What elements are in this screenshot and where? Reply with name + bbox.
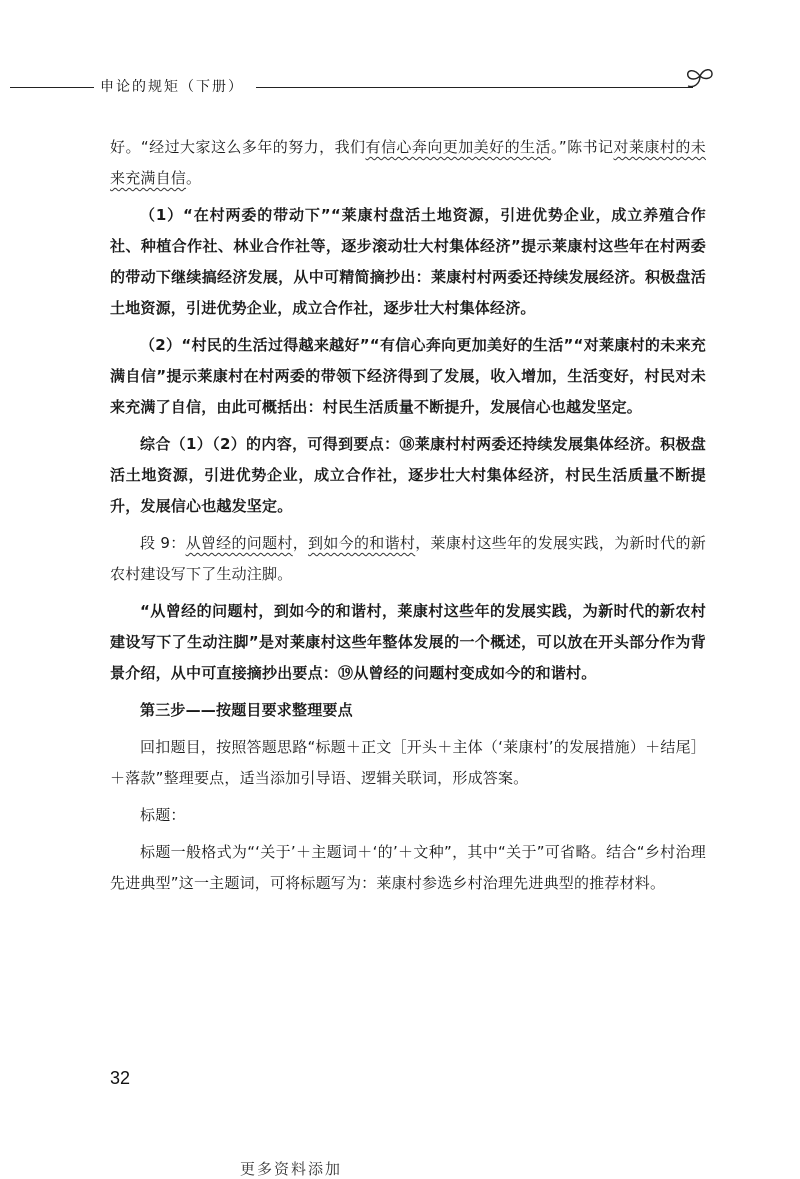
underlined-phrase: 有信心奔向更加美好的生活 <box>365 138 551 156</box>
paragraph-1: 好。“经过大家这么多年的努力，我们有信心奔向更加美好的生活。”陈书记对莱康村的未来充满自信。 <box>110 138 706 187</box>
underlined-phrase: 对莱康村的未来充满自信 <box>110 138 706 187</box>
header-title: 申论的规矩（下册） <box>100 79 244 95</box>
sprout-icon <box>682 64 716 94</box>
page-body <box>110 132 706 905</box>
paragraph-2: （1）“在村两委的带动下”“莱康村盘活土地资源，引进优势企业，成立养殖合作社、种植合作社、林业合作社等，逐步滚动壮大村集体经济”提示莱康村这些年在村两委的带动下继续搞经济发展，从中可精简摘抄出：莱康村村两委还持续发展经济。积极盘活土地资源，引进优势企业，成立合作社，逐步壮大村集体经济。 <box>110 206 706 317</box>
underlined-phrase: 从曾经的问题村 <box>185 534 293 552</box>
paragraph-10: 标题一般格式为“‘关于’＋主题词＋‘的’＋文种”，其中“关于”可省略。结合“乡村治理先进典型”这一主题词，可将标题写为：莱康村参选乡村治理先进典型的推荐材料。 <box>110 843 706 892</box>
step-heading: 第三步——按题目要求整理要点 <box>140 701 353 719</box>
page-number: 32 <box>110 1068 131 1088</box>
paragraph-3: （2）“村民的生活过得越来越好”“有信心奔向更加美好的生活”“对莱康村的未来充满自信”提示莱康村在村两委的带领下经济得到了发展，收入增加，生活变好，村民对未来充满了自信，由此可概括出：村民生活质量不断提升，发展信心也越发坚定。 <box>110 336 706 416</box>
header-rule-left <box>10 87 94 88</box>
header-rule-right <box>256 87 693 88</box>
paragraph-5: 段 9：从曾经的问题村，到如今的和谐村，莱康村这些年的发展实践，为新时代的新农村建设写下了生动注脚。 <box>110 534 706 583</box>
underlined-phrase: 到如今的和谐村 <box>308 534 416 552</box>
running-header <box>10 70 710 100</box>
paragraph-4: 综合（1）（2）的内容，可得到要点：⑱莱康村村两委还持续发展集体经济。积极盘活土地资源，引进优势企业，成立合作社，逐步壮大村集体经济，村民生活质量不断提升，发展信心也越发坚定。 <box>110 435 706 515</box>
paragraph-8: 回扣题目，按照答题思路“标题＋正文［开头＋主体（‘莱康村’的发展措施）＋结尾］＋落款”整理要点，适当添加引导语、逻辑关联词，形成答案。 <box>110 738 706 787</box>
paragraph-6: “从曾经的问题村，到如今的和谐村，莱康村这些年的发展实践，为新时代的新农村建设写下了生动注脚”是对莱康村这些年整体发展的一个概述，可以放在开头部分作为背景介绍，从中可直接摘抄出要点：⑲从曾经的问题村变成如今的和谐村。 <box>110 602 706 682</box>
footer-text: 更多资料添加 <box>240 1160 343 1178</box>
paragraph-9: 标题： <box>140 806 186 824</box>
